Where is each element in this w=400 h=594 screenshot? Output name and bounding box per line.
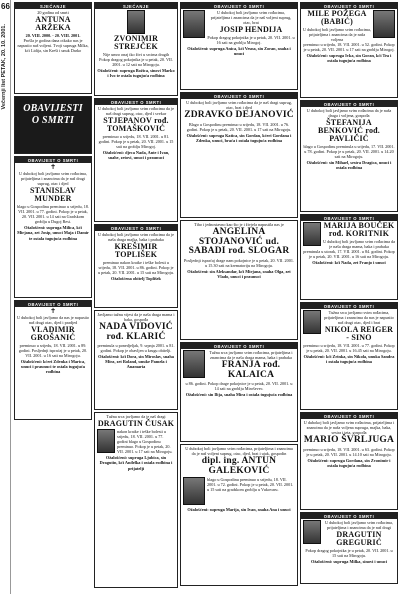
notice-header: OBAVIJEST O SMRTI (181, 343, 297, 349)
notice (94, 224, 178, 308)
notice-signature: Ožalošćeni: supruga Anica, kći Vesna, sin Zoran, snaha i unuci (187, 46, 291, 57)
portrait-photo (303, 222, 321, 246)
notice-header: OBAVIJEST O SMRTI (181, 93, 297, 99)
notice-name: dipl. ing. ANTUN GALEKOVIĆ (201, 456, 277, 476)
notice (14, 2, 92, 94)
notice (14, 300, 92, 420)
notice-name: ZVONIMIR STREJČEK (113, 34, 159, 51)
notice-intro: Javljamo tužnu vijest da je naša draga mama i baka, gospođa (97, 312, 175, 323)
notice (94, 412, 178, 588)
notice-signature: Ožalošćeni: supruga Ljubica, sin Dragutin, kći Anđelka i ostala rodbina i prijatelji (99, 455, 173, 471)
notice-text: preminuo u srijedu, 18. VII. 2001. u 77. godini. Pokop je u petak, 20. VII. 2001. u 16.45 sati na Mirogoju. (303, 343, 395, 354)
notice (180, 444, 298, 586)
notice (300, 302, 398, 410)
notice-text: preminuo u srijedu, 18. VII. 2001. u 52. godini. Pokop je u petak, 20. VII. 2001. u 17 sati na groblju Mirogoj. (303, 42, 395, 53)
notice-text: blago u Gospodinu preminula u srijedu, 17. VII. 2001. u 78. godini. Pokop je u petak, 20. VII. 2001. u 14.20 sati na Mirogoju. (303, 144, 395, 160)
masthead: Večernji list PETAK, 20. 10. 2001. (1, 24, 7, 110)
notice-signature: Ožalošćeni: sin Ilija, snaha Mira i ostala tugujuća rodbina (185, 392, 293, 398)
column-b (94, 2, 178, 590)
cross-icon: ✝ (50, 307, 56, 315)
notice (300, 100, 398, 212)
notice-text: nakon kratke i teške bolesti u srijedu, 18. VII. 2001. u 77. godini blago u Gospodinu preminuo. Pokop je u petak, 20. VII. 2001. u 17 sati na Mirogoju. (117, 429, 173, 455)
notice-signature: Ožalošćena obitelj Toplišek (111, 276, 161, 282)
notice-name: MARIJA BOUČEK rođ. KORITNIK (323, 221, 395, 238)
notice-text: preminula u ponedjeljak, 9. srpnja 2001. u 81. godini. Pokop je obavljen u krugu obitelji. (97, 343, 175, 354)
notice-text: blago u Gospodinu preminuo u srijedu, 18. VII. 2001. u 77. godini. Pokop je u petak, 20. VII. 2001. u 14 sati na Gradskom groblju u Dugoj Resi. (17, 204, 89, 225)
notice-signature: Ožalošćeni: supruga Milica, kći Mirjana, zet Josip, unuci Maja i Damir te ostala tugujuća rodbina (17, 225, 89, 241)
notice-intro: U dubokoj boli javljamo svim rođacima da je naša draga i voljena, gospođa (306, 108, 392, 119)
notice-intro: U dubokoj boli javljamo svim rođacima da je naša draga mama, baka i prabaka (323, 239, 395, 250)
notice-text: Pokop dragog pokojnika je u petak, 20. VII. 2001. u 12 sati na Mirogoju. (99, 57, 173, 68)
notice (94, 310, 178, 410)
portrait-photo (303, 520, 321, 544)
notice-name: NIKOLA REIGER - SINO (324, 325, 394, 343)
obituary-section-banner (14, 96, 92, 154)
notice-header: SJEĆANJE (95, 3, 177, 9)
notice-text: blago u Gospodinu preminuo u srijedu, 18. VII. 2001. u 72. godini. Pokop je u petak, 20. VII. 2001. u 15 sati na gradskom groblju u Vukovaru. (207, 477, 294, 493)
notice-text: Blago u Gospodinu preminuo u srijedu, 18. VII. 2001. u 76. godini. Pokop je u petak, 20. VII. 2001. u 17 sati na Mirogoju. (186, 121, 292, 132)
notice (300, 214, 398, 300)
column-a (14, 2, 92, 422)
notice-intro: Tiho i jednostavno kao što je i živjela napustila nas je (194, 222, 284, 227)
notice-intro: U dubokoj boli javljamo svim rođacima da je naša draga majka, baka i prabaka (98, 232, 174, 243)
notice-signature: Ožalošćeni: sin Mihael, sestra Dragica, unuci i ostala rodbina (306, 160, 392, 171)
notice-dates: 20. VIII. 2000. - 20. VIII. 2001. (25, 33, 81, 39)
notice-header: OBAVIJEST O SMRTI (95, 225, 177, 231)
notice-name: JOSIP HENDIJA (219, 25, 283, 35)
notice-text: Pokop dragog pokojnika je u petak, 20. VII. 2001. u 15 sati na Mirogoju. (305, 548, 393, 559)
notice-signature: Ožalošćeni: djeca Nada, Ante i Ivan, snahe, zetovi, unuci i praunuci (102, 150, 170, 161)
banner-line-1: OBAVIJESTI (23, 103, 83, 114)
notice-signature: Ožalošćeni: supruga Milka, sinovi i unuci (311, 559, 387, 565)
notice-intro: U dubokoj boli javljamo svim rođacima da je naš dragi suprug, otac, djed i svekar (98, 106, 174, 117)
notice (94, 98, 178, 222)
portrait-photo (183, 477, 205, 505)
notice-name: MILE POŽEGA (BABIĆ) (307, 9, 367, 26)
notice-name: ZDRAVKO DEJANOVIĆ (184, 110, 294, 121)
notice-signature: Ožalošćeni: kći Zrinka, sin Nikola, unuka Sandra i ostala tugujuća rodbina (303, 354, 395, 365)
notice-name: ANGELINA STOJANOVIĆ ud. SABADI rođ. SLOGAR (188, 227, 290, 257)
notice-text: preminuo nakon kratke i teške bolesti u srijedu, 18. VII. 2001. u 86. godini. Pokop je u petak, 20. VII. 2001. u 15 sati na Mirogoju. (98, 260, 174, 276)
notice-text: Prošla je godina dana otkako nas je napustio naš voljeni. Tvoji supruga Milka, kći Lidija, sin Kreši i unuk Darko (17, 38, 89, 54)
portrait-photo (303, 310, 321, 334)
notice (300, 512, 398, 584)
notice (94, 2, 178, 96)
notice-header: OBAVIJEST O SMRTI (15, 301, 91, 307)
column-c (180, 2, 298, 588)
notice-intro: Tužna srca javljamo svim rođacima, prijateljima i znancima da je naša draga mama, baka i prabaka (209, 350, 293, 361)
notice-signature: Ožalošćeni: kći Nada, zet Franjo i unuci (312, 260, 386, 266)
notice-intro: U dubokoj boli javljamo svim rođacima, prijateljima i znancima da je naša voljena (303, 27, 371, 43)
notice-name: STANISLAV MUNDER (30, 186, 76, 204)
notice-name: MARIO ŠVRLJUGA (303, 435, 395, 446)
notice-name: VLADIMIR GROŠANIĆ (30, 325, 76, 343)
notice (180, 342, 298, 442)
notice-signature: Ožalošćeni: supruga Ivka, sin Goran, kći Tea i ostala tugujuća rodbina (306, 53, 392, 64)
notice-name: NADA VIDOVIĆ rođ. KLARIĆ (99, 322, 173, 342)
portrait-photo (183, 10, 205, 38)
notice-intro: Tužna srca javljamo da je naš dragi (106, 414, 166, 419)
notice (300, 2, 398, 98)
notice (180, 92, 298, 218)
cross-icon: ✝ (50, 163, 56, 171)
notice-intro: U dubokoj boli javljamo svim rođacima, prijateljima i znancima da je naša voljena supruga, majka, baka, sestra i teta, gospođa (303, 420, 395, 436)
notice-name: DRAGUTIN ČUSAK (97, 419, 175, 429)
notice-signature: Ožalošćeni: kćeri Zdenka i Marica, unuci i praunuci te ostala tugujuća rodbina (20, 359, 86, 375)
notice-name: ŠTEFANIJA BENKOVIĆ rođ. PAVLIČIĆ (317, 118, 381, 144)
notice-signature: Ožalošćeni: supruga Božica, sinovi Marko i Ivo te ostala tugujuća rodbina (97, 68, 175, 79)
notice-intro: U dubokoj boli javljamo da nas je napustio naš dragi otac, djed i pradjed (17, 315, 89, 326)
portrait-photo (97, 429, 115, 453)
notice (180, 220, 298, 340)
notice-header: OBAVIJEST O SMRTI (301, 513, 397, 519)
notice-signature: Ožalošćeni: supruga Marija, sin Ivan, snaha Ana i unuci (187, 507, 291, 513)
notice-header: OBAVIJEST O SMRTI (15, 157, 91, 163)
notice-signature: Ožalošćeni: supruga Katica, sin Gordan, kćeri Gordana i Zdenka, unuci, braća i ostala tugujuća rodbina (186, 132, 292, 143)
notice-header: OBAVIJEST O SMRTI (301, 3, 397, 9)
notice-header: OBAVIJEST O SMRTI (95, 99, 177, 105)
banner-line-2: O SMRTI (31, 114, 75, 126)
notice-text: Pokop dragog pokojnika je u petak, 20. VII. 2001. u 16 sati na groblju Mirogoj. (207, 35, 295, 46)
column-d (300, 2, 398, 586)
notice-signature: Ožalošćeni: supruga Gordana, sin Zvonimir i ostala tugujuća rodbina (307, 457, 391, 468)
page-number: 66 (1, 2, 10, 11)
notice-header: OBAVIJEST O SMRTI (301, 101, 397, 107)
notice (14, 156, 92, 298)
notice-text: preminuo u srijedu, 18. VII. 2001. u 63. godini. Pokop je u petak, 20. VII. 2001. u 14.10 sati na Mirogoju. (303, 446, 395, 457)
notice-header: OBAVIJEST O SMRTI (181, 3, 297, 9)
notice-signature: Ožalošćeni: sin Aleksandar, kći Mirjana, snaha Olga, zet Vlado, unuci i praunuci (187, 268, 291, 279)
notice-text: preminuo u srijedu, 18. VII. 2001. u 89. godini. Posljednji ispraćaj je u petak, 20. VII. 2001. u 16 sati na Mirogoju. (18, 343, 88, 359)
notice-intro: Tužna srca javljamo svim rođacima, prijateljima i znancima da nas je napustio naš dragi otac, djed i brat (324, 310, 394, 326)
notice-intro: U dubokoj boli javljamo svim rođacima, prijateljima i znancima da je naš dragi (325, 520, 393, 531)
notice-header: OBAVIJEST O SMRTI (301, 413, 397, 419)
portrait-photo (373, 10, 395, 38)
notice-name: STJEPANOV rođ. TOMAŠKOVIĆ (103, 116, 169, 134)
notice-header: OBAVIJEST O SMRTI (301, 303, 397, 309)
notice-text: preminuo u srijedu, 18. VII. 2001. u 81. godini. Pokop je u petak, 20. VII. 2001. u 15 sati na groblju Mirogoj. (98, 134, 174, 150)
notice-text: preminula u utorak, 17. VII. 2001. u 84. godini. Pokop je u petak, 20. VII. 2001. u 16 sati na Mirogoju. (303, 249, 395, 260)
notice-intro: Nije umro onaj tko živi u srcima dragih (102, 52, 170, 57)
notice-header: SJEĆANJE (15, 3, 91, 9)
notice (300, 412, 398, 510)
notice-intro: U dubokoj boli javljamo svim rođacima da je naš dragi suprug, otac, brat i djed (186, 100, 292, 111)
portrait-photo (183, 350, 205, 378)
notice-intro: U dubokoj boli javljamo svim rođacima, prijateljima i znancima da je naš dragi suprug, otac i djed (19, 171, 87, 187)
notice-name: DRAGUTIN GREGURIĆ (336, 530, 382, 548)
notice-intro: U dubokoj boli javljamo svim rođacima, prijateljima i znancima da je naš voljeni suprug, otac, brat (210, 10, 292, 26)
notice (180, 2, 298, 90)
notice-intro: U dubokoj boli javljamo svim rođacima, prijateljima i znancima da je naš voljeni suprug, otac, djed, brat i ujak, gospodin (185, 446, 293, 457)
page-edge-strip (0, 0, 11, 594)
notice-name: KREŠIMIR TOPLIŠEK (114, 242, 158, 260)
portrait-photo (127, 10, 145, 34)
notice-text: Posljednji ispraćaj drage nam pokojnice je u petak, 20. VII. 2001. u 15.30 sati na krematoriju na Mirogoju. (184, 257, 294, 268)
notice-name: ANTUNA ARŽEKA (35, 15, 71, 33)
notice-header: OBAVIJEST O SMRTI (301, 215, 397, 221)
notice-name: FRANJA rođ. KALAICA (221, 360, 281, 380)
notice-signature: Ožalošćeni: kći Dora, sin Miroslav, snaha Mira, zet Roland, unuke Pamela i Anamaria (98, 354, 174, 370)
notice-text: u 86. godini. Pokop drage pokojnice je u petak, 20. VII. 2001. u 14 sati na groblju Miroševec. (185, 381, 293, 392)
obituaries-grid (12, 0, 400, 594)
notice-intro: 20 godina od smrti (37, 10, 69, 15)
